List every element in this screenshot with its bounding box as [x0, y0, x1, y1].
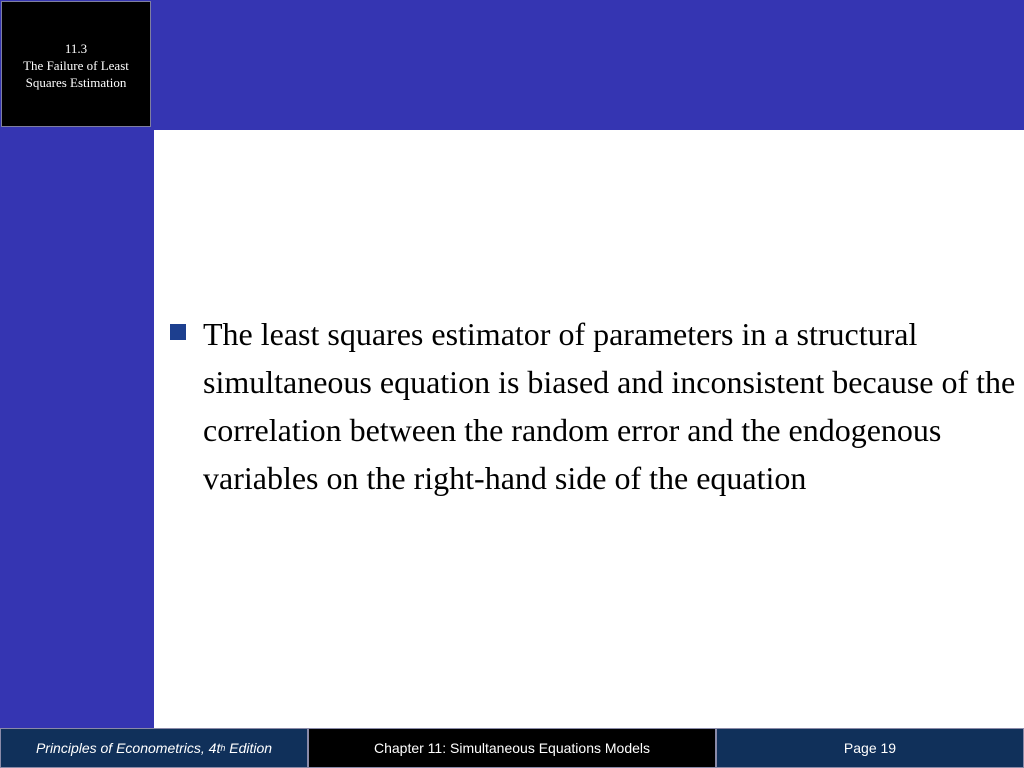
section-title-line1: The Failure of Least: [23, 58, 129, 73]
footer-chapter: Chapter 11: Simultaneous Equations Models: [308, 728, 716, 768]
slide-content: [170, 310, 1020, 502]
footer-book-title: [0, 728, 308, 768]
footer-page-number: Page 19: [716, 728, 1024, 768]
book-title-sup: h: [220, 743, 226, 753]
square-bullet-icon: [170, 324, 186, 340]
book-title-suffix: Edition: [225, 740, 273, 756]
bullet-item: [170, 310, 1020, 502]
footer: [0, 728, 1024, 768]
section-title-box: [1, 1, 151, 127]
book-title-prefix: Principles of Econometrics, 4t: [35, 740, 221, 756]
section-number: 11.3: [64, 41, 88, 56]
section-title-line2: Squares Estimation: [25, 75, 127, 90]
bullet-text: The least squares estimator of parameters in a structural simultaneous equation is biased and inconsistent because of the correlation between the random error and the endogenous variables on the right-hand side of the equation: [203, 316, 1016, 496]
